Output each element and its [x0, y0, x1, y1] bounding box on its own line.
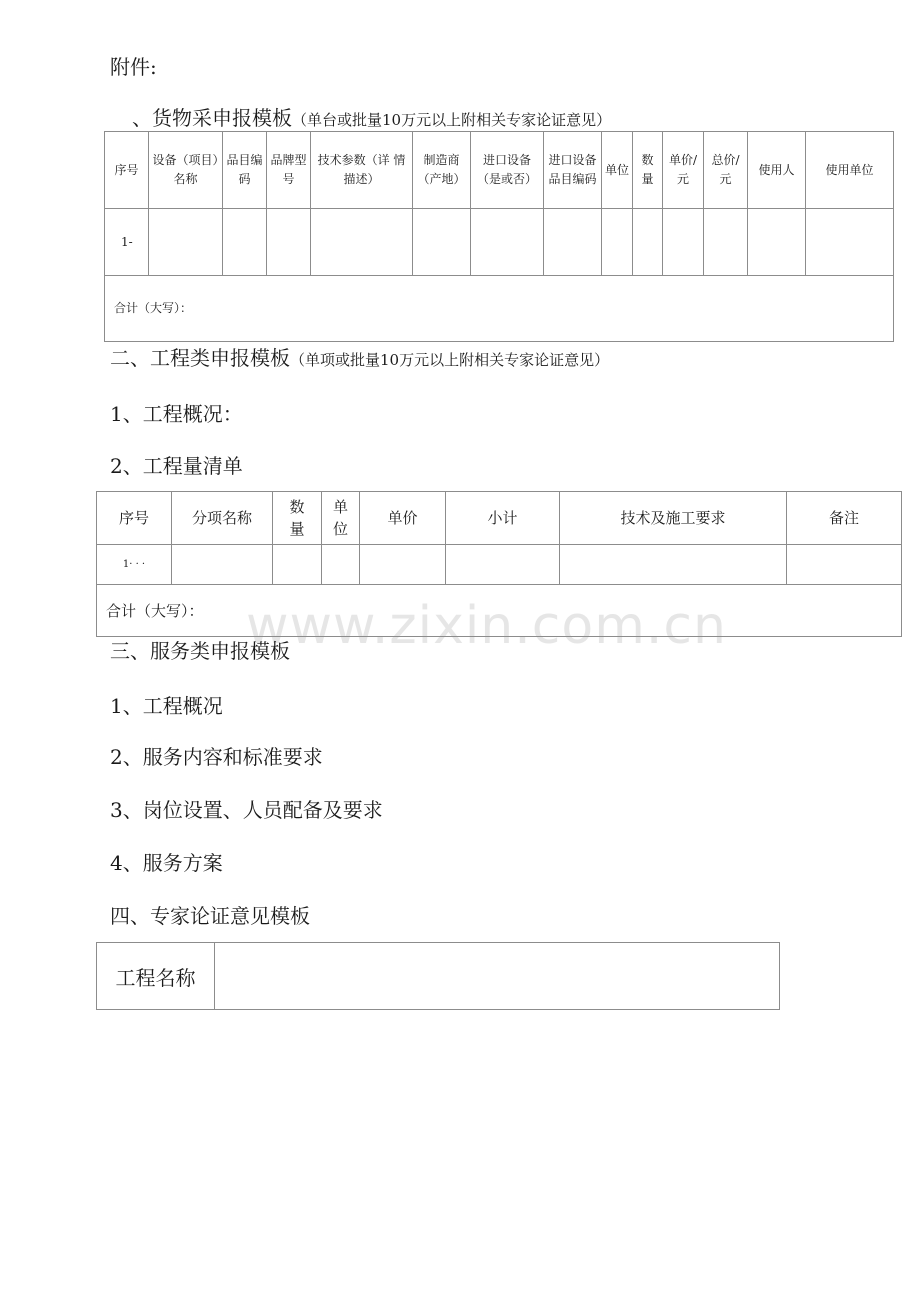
watermark-text: www.zixin.com.cn — [246, 596, 727, 656]
section1-title-text: 、货物采申报模板 — [132, 106, 292, 130]
empty-cell — [446, 545, 560, 585]
empty-cell — [172, 545, 273, 585]
table-row — [97, 545, 902, 585]
empty-cell — [602, 209, 633, 276]
goods-header-cell: 制造商（产地） — [413, 132, 471, 209]
empty-cell — [748, 209, 806, 276]
table-row — [105, 209, 894, 276]
goods-header-cell: 总价/元 — [704, 132, 748, 209]
total-label: 合计（大写）： — [97, 585, 902, 637]
goods-header-cell: 使用单位 — [806, 132, 894, 209]
project-name-label: 工程名称 — [97, 943, 215, 1010]
section3-title: 三、服务类申报模板 — [110, 639, 290, 663]
empty-cell — [806, 209, 894, 276]
section1-title — [132, 105, 611, 133]
section1-note: （单台或批量10万元以上附相关专家论证意见） — [292, 111, 612, 129]
engineering-header-cell: 单价 — [360, 492, 446, 545]
goods-header-cell: 单价/ 元 — [663, 132, 704, 209]
section3-item: 2、服务内容和标准要求 — [110, 745, 323, 769]
goods-header-cell: 品目编码 — [223, 132, 267, 209]
goods-header-cell: 技术参数（详 情描述） — [311, 132, 413, 209]
engineering-header-cell: 小计 — [446, 492, 560, 545]
section2-item2: 2、工程量清单 — [110, 454, 243, 478]
engineering-header-row — [97, 492, 902, 545]
empty-cell — [471, 209, 544, 276]
goods-header-cell: 进口设备品目编码 — [544, 132, 602, 209]
empty-cell — [413, 209, 471, 276]
section4-title: 四、专家论证意见模板 — [110, 904, 310, 928]
goods-table — [104, 131, 894, 342]
section3-item: 1、工程概况 — [110, 694, 223, 718]
empty-cell — [704, 209, 748, 276]
goods-header-cell: 设备（项目）名称 — [149, 132, 223, 209]
engineering-table — [96, 491, 902, 637]
empty-cell — [223, 209, 267, 276]
attachment-label: 附件: — [110, 55, 157, 79]
goods-header-cell: 数量 — [633, 132, 663, 209]
expert-opinion-table — [96, 942, 780, 1010]
goods-header-cell: 序号 — [105, 132, 149, 209]
engineering-header-cell: 备注 — [787, 492, 902, 545]
empty-cell — [273, 545, 322, 585]
empty-cell — [787, 545, 902, 585]
empty-cell — [663, 209, 704, 276]
empty-cell — [360, 545, 446, 585]
goods-header-cell: 进口设备（是或否） — [471, 132, 544, 209]
section2-item1: 1、工程概况： — [110, 402, 243, 426]
engineering-header-cell: 单位 — [322, 492, 360, 545]
goods-header-cell: 单位 — [602, 132, 633, 209]
empty-cell — [560, 545, 787, 585]
empty-cell — [267, 209, 311, 276]
total-label: 合计（大写）： — [105, 276, 894, 342]
section3-item: 3、岗位设置、人员配备及要求 — [110, 798, 383, 822]
empty-cell — [322, 545, 360, 585]
row-index: 1- — [105, 209, 149, 276]
table-row — [97, 943, 780, 1010]
engineering-header-cell: 数量 — [273, 492, 322, 545]
engineering-header-cell: 技术及施工要求 — [560, 492, 787, 545]
section3-item: 4、服务方案 — [110, 851, 223, 875]
empty-cell — [311, 209, 413, 276]
empty-cell — [544, 209, 602, 276]
goods-header-row — [105, 132, 894, 209]
section2-title-text: 二、工程类申报模板 — [110, 346, 290, 370]
section2-note: （单项或批量10万元以上附相关专家论证意见） — [290, 351, 610, 369]
empty-cell — [149, 209, 223, 276]
empty-cell — [633, 209, 663, 276]
engineering-header-cell: 序号 — [97, 492, 172, 545]
section2-title — [110, 345, 609, 373]
total-row — [105, 276, 894, 342]
row-index: 1· · · — [97, 545, 172, 585]
goods-header-cell: 使用人 — [748, 132, 806, 209]
project-name-value[interactable] — [215, 943, 780, 1010]
goods-header-cell: 品牌型号 — [267, 132, 311, 209]
engineering-header-cell: 分项名称 — [172, 492, 273, 545]
total-row — [97, 585, 902, 637]
